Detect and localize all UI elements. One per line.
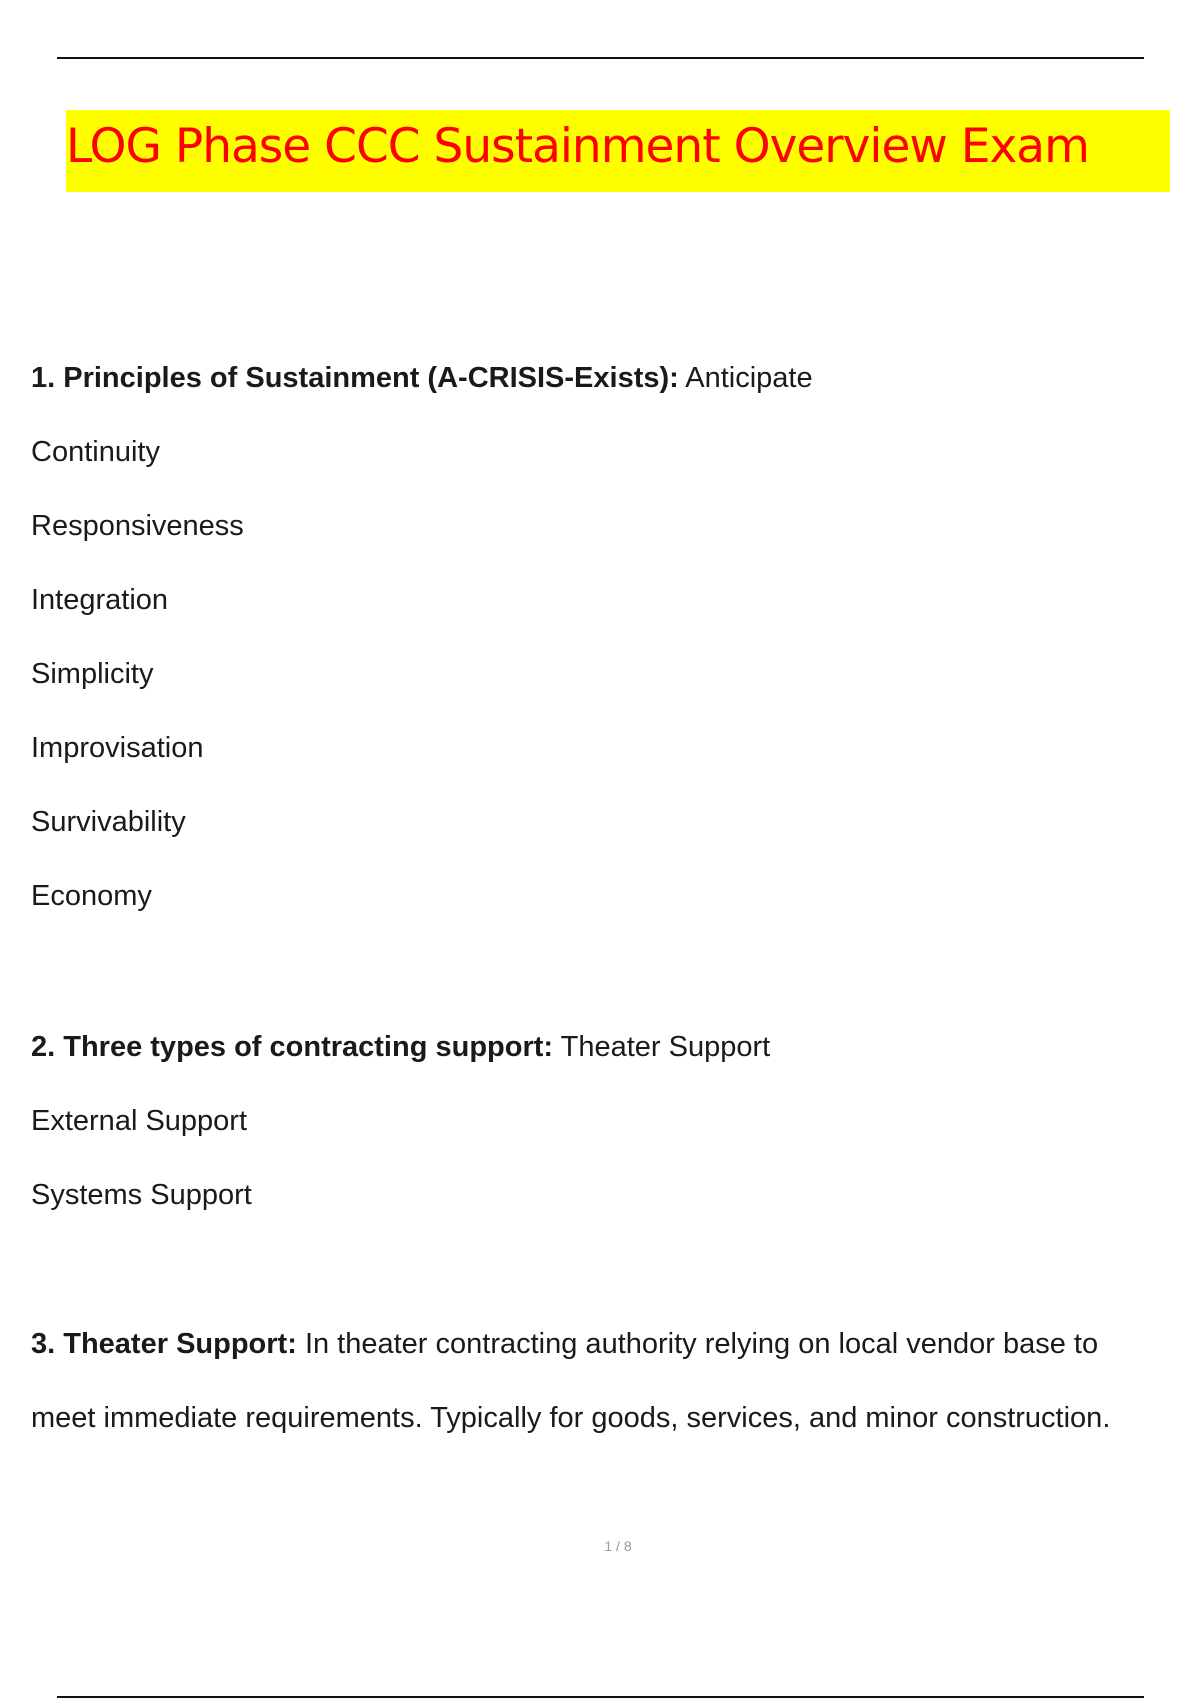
answer-line: Systems Support	[31, 1179, 252, 1211]
answer-line: meet immediate requirements. Typically for goods, services, and minor construction.	[31, 1402, 1111, 1434]
question-3-number: 3.	[31, 1328, 56, 1360]
question-1	[31, 358, 1191, 950]
top-rule	[57, 57, 1144, 59]
question-3-term: Theater Support:	[63, 1328, 297, 1360]
page-indicator: 1 / 8	[604, 1538, 632, 1554]
answer-line: External Support	[31, 1105, 248, 1137]
answer-line: Simplicity	[31, 658, 154, 690]
answer-line: Integration	[31, 584, 169, 616]
question-2-term: Three types of contracting support:	[63, 1031, 554, 1063]
bottom-rule	[57, 1696, 1144, 1698]
answer-line: Economy	[31, 880, 152, 912]
title-highlight	[66, 110, 1170, 192]
answer-line: Continuity	[31, 436, 160, 468]
question-1-line-1	[31, 358, 1191, 432]
question-2-number: 2.	[31, 1031, 56, 1063]
question-2-answer: Theater Support	[560, 1031, 771, 1063]
answer-line: Improvisation	[31, 732, 204, 764]
question-1-answer: Anticipate	[685, 362, 813, 394]
question-1-number: 1.	[31, 362, 56, 394]
answer-line: Responsiveness	[31, 510, 244, 542]
answer-line: Survivability	[31, 806, 186, 838]
question-1-term: Principles of Sustainment (A-CRISIS-Exists):	[63, 362, 679, 394]
question-2-line-1	[31, 1027, 1191, 1101]
question-3-answer: In theater contracting authority relying on local vendor base to	[304, 1328, 1099, 1360]
question-3-line-1	[31, 1324, 1191, 1398]
question-3	[31, 1324, 1191, 1472]
question-2	[31, 1027, 1191, 1249]
document-title: LOG Phase CCC Sustainment Overview Exam	[66, 119, 1089, 174]
